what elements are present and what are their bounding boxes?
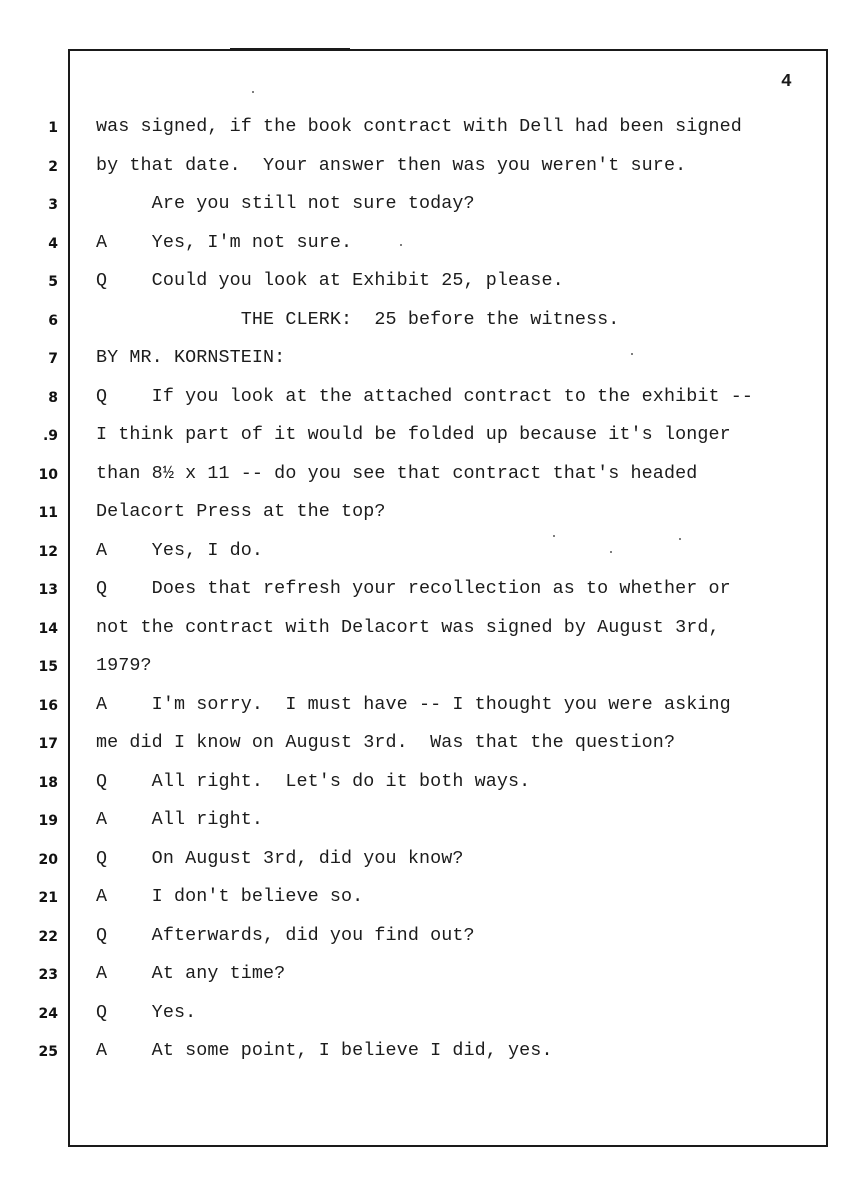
line-text: 1979? — [96, 655, 152, 676]
scan-speck — [679, 538, 681, 540]
line-number: 24 — [38, 1005, 58, 1022]
line-number: 11 — [38, 505, 58, 521]
transcript-line — [0, 882, 860, 912]
line-number: 23 — [38, 967, 58, 983]
line-text: was signed, if the book contract with Dell had been signed — [96, 116, 742, 137]
line-number: 15 — [38, 659, 58, 675]
line-number: 12 — [38, 543, 58, 560]
line-number: 22 — [38, 928, 58, 945]
transcript-line — [0, 459, 860, 489]
transcript-line — [0, 189, 860, 219]
line-number: 16 — [38, 697, 58, 714]
line-text: Delacort Press at the top? — [96, 501, 386, 522]
line-number: 2 — [48, 158, 58, 175]
line-number: 14 — [38, 620, 58, 637]
line-text: Q If you look at the attached contract to the exhibit -- — [96, 385, 754, 407]
line-text: A At some point, I believe I did, yes. — [96, 1040, 553, 1061]
transcript-line — [0, 613, 860, 643]
transcript-line — [0, 420, 860, 450]
transcript-line — [0, 1036, 860, 1066]
line-text: by that date. Your answer then was you weren't sure. — [96, 154, 687, 176]
line-number: 21 — [38, 890, 58, 906]
line-number: 8 — [48, 389, 58, 406]
page-number: 4 — [781, 72, 792, 92]
line-number: 20 — [38, 851, 58, 868]
line-text: Are you still not sure today? — [96, 193, 475, 214]
line-text: A Yes, I do. — [96, 539, 264, 561]
line-number: 19 — [38, 813, 58, 829]
line-text: A All right. — [96, 809, 264, 830]
line-number: 10 — [38, 466, 58, 483]
transcript-line — [0, 690, 860, 720]
transcript-line — [0, 844, 860, 874]
line-text: Q Could you look at Exhibit 25, please. — [96, 270, 564, 291]
scan-speck — [400, 244, 402, 246]
line-text: I think part of it would be folded up because it's longer — [96, 424, 731, 445]
transcript-line — [0, 651, 860, 681]
line-number: 4 — [48, 235, 58, 252]
transcript-line — [0, 228, 860, 258]
line-number: 1 — [48, 120, 58, 136]
line-number: .9 — [42, 428, 58, 444]
line-text: A I don't believe so. — [96, 886, 364, 907]
line-text: A At any time? — [96, 963, 286, 984]
line-number: 17 — [38, 736, 58, 752]
line-number: 13 — [38, 582, 58, 598]
line-number: 7 — [48, 351, 58, 367]
transcript-line — [0, 382, 860, 412]
transcript-line — [0, 497, 860, 527]
transcript-line — [0, 305, 860, 335]
transcript-line — [0, 959, 860, 989]
line-text: Q On August 3rd, did you know? — [96, 847, 464, 869]
line-number: 18 — [38, 774, 58, 791]
line-text: Q Yes. — [96, 1001, 197, 1023]
transcript-line — [0, 343, 860, 373]
line-number: 6 — [48, 312, 58, 329]
line-text: not the contract with Delacort was signed by August 3rd, — [96, 616, 720, 638]
line-number: 25 — [38, 1044, 58, 1060]
line-number: 3 — [48, 197, 58, 213]
scan-speck — [252, 91, 254, 93]
line-text: A I'm sorry. I must have -- I thought you were asking — [96, 693, 731, 715]
transcript-line — [0, 112, 860, 142]
transcript-line — [0, 921, 860, 951]
transcript-line — [0, 728, 860, 758]
scan-speck — [553, 535, 555, 537]
line-text: BY MR. KORNSTEIN: — [96, 347, 286, 368]
scan-speck — [631, 353, 633, 355]
line-text: THE CLERK: 25 before the witness. — [96, 308, 620, 330]
transcript-line — [0, 767, 860, 797]
transcript-line — [0, 998, 860, 1028]
transcript-line — [0, 266, 860, 296]
line-text: Q Afterwards, did you find out? — [96, 924, 475, 946]
line-text: Q All right. Let's do it both ways. — [96, 770, 531, 792]
line-text: than 8½ x 11 -- do you see that contract that's headed — [96, 462, 698, 484]
line-text: A Yes, I'm not sure. — [96, 231, 353, 253]
transcript-line — [0, 151, 860, 181]
line-text: Q Does that refresh your recollection as to whether or — [96, 578, 731, 599]
transcript-line — [0, 574, 860, 604]
transcript-line — [0, 805, 860, 835]
scan-speck — [610, 551, 612, 553]
transcript-line — [0, 536, 860, 566]
line-number: 5 — [48, 274, 58, 290]
line-text: me did I know on August 3rd. Was that the question? — [96, 732, 676, 753]
